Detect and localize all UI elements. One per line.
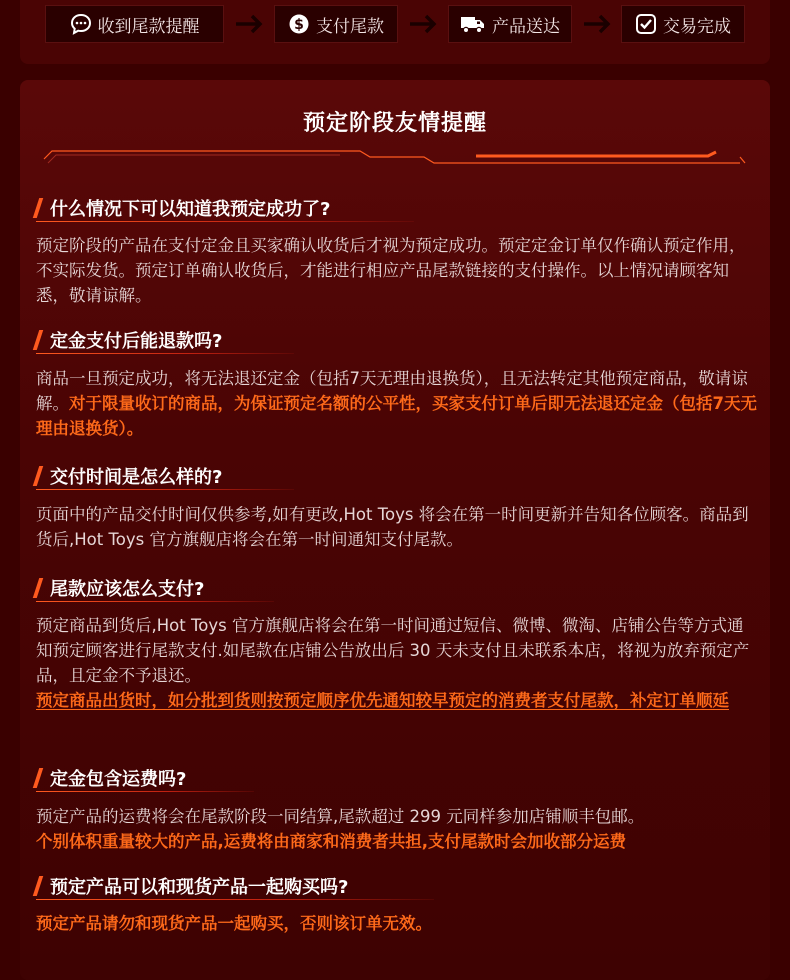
faq-answer: 预定产品的运费将会在尾款阶段一同结算,尾款超过 299 元同样参加店铺顺丰包邮。 个别体积重量较大的产品,运费将由商家和消费者共担,支付尾款时会加收部分运费 <box>36 807 645 851</box>
faq-answer: 预定商品到货后,Hot Toys 官方旗舰店将会在第一时间通过短信、微博、微淘、店铺公告等方式通知预定顾客进行尾款支付.如尾款在店铺公告放出后 30 天未支付且未联系本店，将视为放弃预定产品，且定金不予退还。 预定商品出货时，如分批到货则按预定顺序优先通知较早预定的消费者支付尾款，补定订单顺延 <box>36 616 750 710</box>
step-label: 收到尾款提醒 <box>97 16 200 37</box>
step-complete <box>621 5 745 43</box>
question-underline <box>36 353 294 354</box>
faq-question: 尾款应该怎么支付? <box>36 575 204 601</box>
arrow-right-icon <box>408 12 440 36</box>
question-underline <box>36 601 274 602</box>
faq-answer <box>36 911 758 936</box>
step-delivery <box>448 5 572 43</box>
faq-question: 什么情况下可以知道我预定成功了? <box>36 195 330 221</box>
faq-answer: 预定阶段的产品在支付定金且买家确认收货后才视为预定成功。预定定金订单仅作确认预定作用，不实际发货。预定订单确认收货后，才能进行相应产品尾款链接的支付操作。以上情况请顾客知悉，敬请谅解。 <box>36 236 746 305</box>
step-label: 支付尾款 <box>316 16 384 37</box>
step-label: 产品送达 <box>492 16 560 37</box>
faq-question: 交付时间是怎么样的? <box>36 463 222 489</box>
faq-highlight: 预定商品出货时，如分批到货则按预定顺序优先通知较早预定的消费者支付尾款，补定订单顺延 <box>36 691 729 710</box>
truck-icon <box>460 13 486 35</box>
arrow-right-icon <box>234 12 266 36</box>
svg-text:$: $ <box>294 17 304 33</box>
arrow-right-icon <box>582 12 614 36</box>
faq-question: 定金包含运费吗? <box>36 765 186 791</box>
faq-question: 预定产品可以和现货产品一起购买吗? <box>36 873 348 899</box>
faq-highlight: 对于限量收订的商品，为保证预定名额的公平性，买家支付订单后即无法退还定金（包括7天无理由退换货）。 <box>36 394 757 438</box>
question-underline <box>36 791 254 792</box>
question-underline <box>36 489 294 490</box>
faq-question: 定金支付后能退款吗? <box>36 327 222 353</box>
question-underline <box>36 221 414 222</box>
faq-answer: 页面中的产品交付时间仅供参考,如有更改,Hot Toys 将会在第一时间更新并告知各位顾客。商品到货后,Hot Toys 官方旗舰店将会在第一时间通知支付尾款。 <box>36 505 749 549</box>
faq-highlight: 预定产品请勿和现货产品一起购买，否则该订单无效。 <box>36 914 432 933</box>
step-pay-balance <box>274 5 398 43</box>
dollar-icon <box>288 13 310 35</box>
title-divider <box>40 145 750 169</box>
question-underline <box>36 899 434 900</box>
section-title: 预定阶段友情提醒 <box>302 111 487 136</box>
chat-icon <box>70 13 92 35</box>
step-label: 交易完成 <box>663 16 731 37</box>
check-icon <box>635 13 657 35</box>
process-steps <box>0 0 790 48</box>
step-receive-reminder <box>45 5 224 43</box>
faq-answer: 商品一旦预定成功，将无法退还定金（包括7天无理由退换货），且无法转定其他预定商品，敬请谅解。对于限量收订的商品，为保证预定名额的公平性，买家支付订单后即无法退还定金（包括7天无理由退换货）。 <box>36 369 757 438</box>
faq-highlight: 个别体积重量较大的产品,运费将由商家和消费者共担,支付尾款时会加收部分运费 <box>36 832 627 851</box>
